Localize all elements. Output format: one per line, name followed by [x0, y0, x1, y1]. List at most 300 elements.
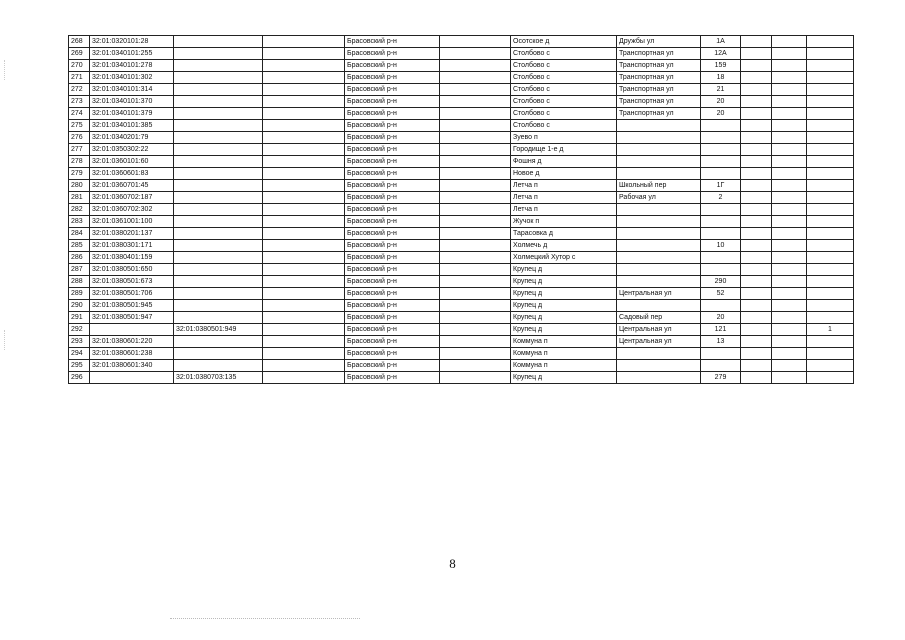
cell-blank-2: [440, 144, 511, 156]
cell-extra-2: [772, 264, 807, 276]
cell-cadastral-number: 32:01:0340101:385: [90, 120, 174, 132]
table-row: [69, 36, 854, 48]
cell-cadastral-number: 32:01:0320101:28: [90, 36, 174, 48]
cell-district: Брасовский р-н: [345, 60, 440, 72]
cell-house-number: 20: [701, 96, 741, 108]
cell-cadastral-number-alt: [174, 168, 263, 180]
cell-cadastral-number: 32:01:0340101:302: [90, 72, 174, 84]
cell-extra-2: [772, 96, 807, 108]
cell-blank-2: [440, 168, 511, 180]
cell-extra-3: [807, 240, 854, 252]
cell-house-number: 10: [701, 240, 741, 252]
cell-cadastral-number-alt: [174, 240, 263, 252]
cell-cadastral-number: 32:01:0380501:650: [90, 264, 174, 276]
cell-district: Брасовский р-н: [345, 240, 440, 252]
cell-cadastral-number: 32:01:0340101:255: [90, 48, 174, 60]
cell-district: Брасовский р-н: [345, 120, 440, 132]
cell-cadastral-number-alt: [174, 84, 263, 96]
cell-district: Брасовский р-н: [345, 288, 440, 300]
cell-extra-2: [772, 156, 807, 168]
cell-extra-2: [772, 108, 807, 120]
cell-blank-2: [440, 312, 511, 324]
cell-blank-2: [440, 204, 511, 216]
cell-cadastral-number-alt: [174, 144, 263, 156]
cell-row-number: 286: [69, 252, 90, 264]
cell-extra-1: [741, 276, 772, 288]
cell-blank: [263, 168, 345, 180]
table-row: [69, 168, 854, 180]
cell-row-number: 278: [69, 156, 90, 168]
cell-extra-3: [807, 60, 854, 72]
cell-blank-2: [440, 216, 511, 228]
cell-house-number: 18: [701, 72, 741, 84]
cell-extra-1: [741, 36, 772, 48]
cell-district: Брасовский р-н: [345, 360, 440, 372]
cell-street: Рабочая ул: [617, 192, 701, 204]
cell-house-number: 2: [701, 192, 741, 204]
cell-street: Транспортная ул: [617, 72, 701, 84]
cell-blank: [263, 96, 345, 108]
cell-extra-3: [807, 288, 854, 300]
cell-cadastral-number-alt: [174, 132, 263, 144]
cell-extra-3: [807, 228, 854, 240]
cell-district: Брасовский р-н: [345, 300, 440, 312]
scan-artifact-dots: [170, 618, 360, 620]
cell-extra-1: [741, 180, 772, 192]
table-row: [69, 156, 854, 168]
cell-cadastral-number: 32:01:0340101:278: [90, 60, 174, 72]
table-row: [69, 264, 854, 276]
cell-settlement: Крупец д: [511, 264, 617, 276]
cell-extra-2: [772, 72, 807, 84]
cell-settlement: Крупец д: [511, 276, 617, 288]
cell-district: Брасовский р-н: [345, 276, 440, 288]
cell-district: Брасовский р-н: [345, 264, 440, 276]
table-row: [69, 360, 854, 372]
cell-settlement: Крупец д: [511, 300, 617, 312]
table-row: [69, 72, 854, 84]
cell-extra-2: [772, 216, 807, 228]
table-row: [69, 108, 854, 120]
cell-blank: [263, 372, 345, 384]
cell-settlement: Крупец д: [511, 312, 617, 324]
cell-cadastral-number: 32:01:0360101:60: [90, 156, 174, 168]
margin-scan-mark: [4, 60, 6, 80]
cell-extra-3: [807, 156, 854, 168]
cell-blank-2: [440, 84, 511, 96]
cell-extra-3: [807, 336, 854, 348]
cell-row-number: 272: [69, 84, 90, 96]
cell-extra-2: [772, 120, 807, 132]
cell-blank: [263, 264, 345, 276]
cell-street: [617, 132, 701, 144]
cell-district: Брасовский р-н: [345, 84, 440, 96]
cell-blank-2: [440, 252, 511, 264]
cell-cadastral-number-alt: [174, 120, 263, 132]
cell-cadastral-number-alt: 32:01:0380501:949: [174, 324, 263, 336]
cell-district: Брасовский р-н: [345, 180, 440, 192]
cell-blank: [263, 144, 345, 156]
cell-blank-2: [440, 240, 511, 252]
cell-street: [617, 204, 701, 216]
cell-settlement: Коммуна п: [511, 360, 617, 372]
cell-settlement: Летча п: [511, 204, 617, 216]
cell-cadastral-number: 32:01:0360701:45: [90, 180, 174, 192]
cell-settlement: Летча п: [511, 192, 617, 204]
cell-extra-3: [807, 264, 854, 276]
cell-district: Брасовский р-н: [345, 144, 440, 156]
cell-cadastral-number-alt: [174, 300, 263, 312]
cell-settlement: Столбово с: [511, 60, 617, 72]
cell-extra-1: [741, 48, 772, 60]
table-row: [69, 252, 854, 264]
cell-extra-1: [741, 108, 772, 120]
cell-row-number: 279: [69, 168, 90, 180]
cell-cadastral-number: 32:01:0340101:379: [90, 108, 174, 120]
cell-house-number: [701, 120, 741, 132]
cell-house-number: [701, 300, 741, 312]
cell-cadastral-number: 32:01:0380201:137: [90, 228, 174, 240]
cell-house-number: [701, 360, 741, 372]
cell-cadastral-number: 32:01:0380501:947: [90, 312, 174, 324]
cell-row-number: 271: [69, 72, 90, 84]
cell-row-number: 280: [69, 180, 90, 192]
cell-cadastral-number: 32:01:0340201:79: [90, 132, 174, 144]
cell-cadastral-number-alt: [174, 360, 263, 372]
cell-house-number: [701, 144, 741, 156]
cell-house-number: [701, 348, 741, 360]
cell-row-number: 268: [69, 36, 90, 48]
cell-extra-2: [772, 324, 807, 336]
cell-blank-2: [440, 156, 511, 168]
cell-extra-2: [772, 60, 807, 72]
cell-row-number: 293: [69, 336, 90, 348]
cell-cadastral-number-alt: [174, 348, 263, 360]
cell-house-number: [701, 264, 741, 276]
cell-blank-2: [440, 120, 511, 132]
cell-blank-2: [440, 48, 511, 60]
cell-row-number: 283: [69, 216, 90, 228]
cell-extra-1: [741, 348, 772, 360]
cell-blank: [263, 216, 345, 228]
cell-extra-2: [772, 192, 807, 204]
cell-cadastral-number: 32:01:0360702:302: [90, 204, 174, 216]
cell-district: Брасовский р-н: [345, 324, 440, 336]
cell-blank: [263, 84, 345, 96]
cell-row-number: 292: [69, 324, 90, 336]
cell-blank: [263, 360, 345, 372]
cell-house-number: 1А: [701, 36, 741, 48]
cell-blank: [263, 180, 345, 192]
cell-row-number: 285: [69, 240, 90, 252]
cell-house-number: 20: [701, 108, 741, 120]
cell-street: [617, 120, 701, 132]
registry-table-body: [69, 36, 854, 384]
cell-cadastral-number-alt: [174, 156, 263, 168]
cell-house-number: 20: [701, 312, 741, 324]
cell-extra-3: [807, 84, 854, 96]
cell-row-number: 273: [69, 96, 90, 108]
cell-settlement: Холмецкий Хутор с: [511, 252, 617, 264]
cell-house-number: [701, 252, 741, 264]
cell-district: Брасовский р-н: [345, 336, 440, 348]
table-row: [69, 192, 854, 204]
cell-cadastral-number-alt: [174, 228, 263, 240]
cell-cadastral-number-alt: [174, 264, 263, 276]
cell-row-number: 275: [69, 120, 90, 132]
cell-district: Брасовский р-н: [345, 96, 440, 108]
cell-blank: [263, 288, 345, 300]
cell-street: [617, 156, 701, 168]
cell-cadastral-number-alt: 32:01:0380703:135: [174, 372, 263, 384]
cell-blank-2: [440, 108, 511, 120]
table-row: [69, 228, 854, 240]
cell-extra-3: [807, 252, 854, 264]
cell-blank-2: [440, 60, 511, 72]
cell-blank: [263, 132, 345, 144]
cell-blank: [263, 336, 345, 348]
cell-district: Брасовский р-н: [345, 348, 440, 360]
cell-extra-3: [807, 360, 854, 372]
cell-blank-2: [440, 264, 511, 276]
cell-extra-1: [741, 120, 772, 132]
cell-house-number: 21: [701, 84, 741, 96]
table-row: [69, 288, 854, 300]
cell-extra-3: [807, 72, 854, 84]
cell-house-number: 159: [701, 60, 741, 72]
cell-blank-2: [440, 96, 511, 108]
cell-extra-2: [772, 228, 807, 240]
cell-house-number: 12А: [701, 48, 741, 60]
cell-extra-2: [772, 276, 807, 288]
cell-cadastral-number-alt: [174, 252, 263, 264]
cell-settlement: Столбово с: [511, 48, 617, 60]
cell-street: [617, 240, 701, 252]
cell-blank-2: [440, 324, 511, 336]
table-row: [69, 120, 854, 132]
registry-table: [68, 35, 854, 384]
cell-blank: [263, 348, 345, 360]
page-number: 8: [449, 556, 456, 571]
table-row: [69, 132, 854, 144]
cell-row-number: 288: [69, 276, 90, 288]
cell-extra-1: [741, 372, 772, 384]
cell-extra-3: [807, 348, 854, 360]
margin-scan-mark: [4, 330, 6, 350]
cell-extra-3: [807, 372, 854, 384]
cell-street: Транспортная ул: [617, 96, 701, 108]
cell-cadastral-number: 32:01:0380501:673: [90, 276, 174, 288]
cell-district: Брасовский р-н: [345, 168, 440, 180]
cell-house-number: 290: [701, 276, 741, 288]
cell-district: Брасовский р-н: [345, 48, 440, 60]
cell-extra-1: [741, 156, 772, 168]
cell-cadastral-number: 32:01:0380601:340: [90, 360, 174, 372]
cell-blank: [263, 192, 345, 204]
cell-row-number: 277: [69, 144, 90, 156]
cell-blank: [263, 156, 345, 168]
cell-district: Брасовский р-н: [345, 252, 440, 264]
cell-settlement: Столбово с: [511, 96, 617, 108]
cell-cadastral-number: 32:01:0380601:238: [90, 348, 174, 360]
cell-extra-3: [807, 132, 854, 144]
cell-street: [617, 252, 701, 264]
cell-extra-1: [741, 228, 772, 240]
cell-cadastral-number: [90, 372, 174, 384]
cell-settlement: Зуево п: [511, 132, 617, 144]
cell-blank: [263, 72, 345, 84]
cell-row-number: 290: [69, 300, 90, 312]
cell-extra-2: [772, 204, 807, 216]
cell-cadastral-number-alt: [174, 180, 263, 192]
cell-extra-3: [807, 276, 854, 288]
cell-district: Брасовский р-н: [345, 156, 440, 168]
cell-cadastral-number-alt: [174, 96, 263, 108]
cell-extra-3: [807, 180, 854, 192]
cell-extra-2: [772, 180, 807, 192]
cell-extra-1: [741, 204, 772, 216]
cell-extra-3: [807, 216, 854, 228]
cell-cadastral-number-alt: [174, 48, 263, 60]
cell-extra-3: [807, 204, 854, 216]
cell-district: Брасовский р-н: [345, 192, 440, 204]
table-row: [69, 336, 854, 348]
cell-row-number: 287: [69, 264, 90, 276]
table-row: [69, 348, 854, 360]
cell-settlement: Коммуна п: [511, 348, 617, 360]
cell-extra-2: [772, 288, 807, 300]
cell-district: Брасовский р-н: [345, 132, 440, 144]
cell-extra-2: [772, 336, 807, 348]
cell-cadastral-number: 32:01:0340101:370: [90, 96, 174, 108]
table-row: [69, 84, 854, 96]
cell-blank: [263, 252, 345, 264]
cell-settlement: Крупец д: [511, 324, 617, 336]
cell-street: [617, 216, 701, 228]
cell-street: [617, 348, 701, 360]
table-row: [69, 276, 854, 288]
cell-extra-3: [807, 192, 854, 204]
cell-extra-3: [807, 120, 854, 132]
cell-district: Брасовский р-н: [345, 204, 440, 216]
cell-blank: [263, 48, 345, 60]
cell-extra-2: [772, 36, 807, 48]
cell-settlement: Крупец д: [511, 372, 617, 384]
cell-row-number: 294: [69, 348, 90, 360]
cell-cadastral-number-alt: [174, 312, 263, 324]
cell-street: Центральная ул: [617, 336, 701, 348]
cell-row-number: 274: [69, 108, 90, 120]
cell-settlement: Холмечь д: [511, 240, 617, 252]
cell-blank-2: [440, 336, 511, 348]
cell-extra-1: [741, 288, 772, 300]
cell-blank: [263, 204, 345, 216]
cell-blank-2: [440, 348, 511, 360]
cell-settlement: Фошня д: [511, 156, 617, 168]
cell-extra-1: [741, 216, 772, 228]
cell-blank-2: [440, 132, 511, 144]
cell-district: Брасовский р-н: [345, 228, 440, 240]
cell-cadastral-number-alt: [174, 336, 263, 348]
cell-extra-2: [772, 348, 807, 360]
cell-settlement: Коммуна п: [511, 336, 617, 348]
cell-blank: [263, 228, 345, 240]
cell-street: [617, 168, 701, 180]
cell-row-number: 276: [69, 132, 90, 144]
cell-cadastral-number-alt: [174, 72, 263, 84]
cell-settlement: Столбово с: [511, 120, 617, 132]
cell-extra-3: [807, 300, 854, 312]
cell-street: [617, 300, 701, 312]
cell-settlement: Новое д: [511, 168, 617, 180]
cell-blank-2: [440, 72, 511, 84]
cell-blank-2: [440, 360, 511, 372]
cell-extra-1: [741, 300, 772, 312]
cell-blank: [263, 60, 345, 72]
cell-blank-2: [440, 228, 511, 240]
cell-extra-2: [772, 132, 807, 144]
cell-house-number: 13: [701, 336, 741, 348]
cell-district: Брасовский р-н: [345, 36, 440, 48]
cell-blank: [263, 300, 345, 312]
cell-row-number: 270: [69, 60, 90, 72]
table-row: [69, 204, 854, 216]
cell-extra-2: [772, 312, 807, 324]
table-row: [69, 48, 854, 60]
cell-cadastral-number-alt: [174, 204, 263, 216]
table-row: [69, 144, 854, 156]
cell-house-number: [701, 228, 741, 240]
cell-row-number: 291: [69, 312, 90, 324]
cell-extra-1: [741, 336, 772, 348]
cell-blank: [263, 276, 345, 288]
cell-district: Брасовский р-н: [345, 216, 440, 228]
cell-row-number: 296: [69, 372, 90, 384]
cell-extra-1: [741, 312, 772, 324]
cell-extra-3: [807, 96, 854, 108]
cell-street: Дружбы ул: [617, 36, 701, 48]
cell-extra-2: [772, 144, 807, 156]
cell-row-number: 295: [69, 360, 90, 372]
cell-house-number: [701, 132, 741, 144]
table-row: [69, 60, 854, 72]
cell-cadastral-number: 32:01:0380501:706: [90, 288, 174, 300]
cell-extra-3: [807, 168, 854, 180]
cell-row-number: 269: [69, 48, 90, 60]
cell-cadastral-number-alt: [174, 192, 263, 204]
cell-settlement: Столбово с: [511, 108, 617, 120]
cell-cadastral-number: 32:01:0380501:945: [90, 300, 174, 312]
cell-house-number: 121: [701, 324, 741, 336]
cell-extra-2: [772, 372, 807, 384]
cell-house-number: [701, 156, 741, 168]
table-row: [69, 300, 854, 312]
cell-row-number: 284: [69, 228, 90, 240]
cell-extra-2: [772, 360, 807, 372]
cell-extra-1: [741, 96, 772, 108]
cell-cadastral-number: 32:01:0340101:314: [90, 84, 174, 96]
cell-district: Брасовский р-н: [345, 72, 440, 84]
cell-settlement: Столбово с: [511, 84, 617, 96]
cell-extra-1: [741, 252, 772, 264]
cell-extra-1: [741, 240, 772, 252]
cell-street: [617, 264, 701, 276]
cell-house-number: 279: [701, 372, 741, 384]
cell-extra-2: [772, 48, 807, 60]
cell-house-number: [701, 168, 741, 180]
cell-extra-1: [741, 60, 772, 72]
cell-street: [617, 360, 701, 372]
